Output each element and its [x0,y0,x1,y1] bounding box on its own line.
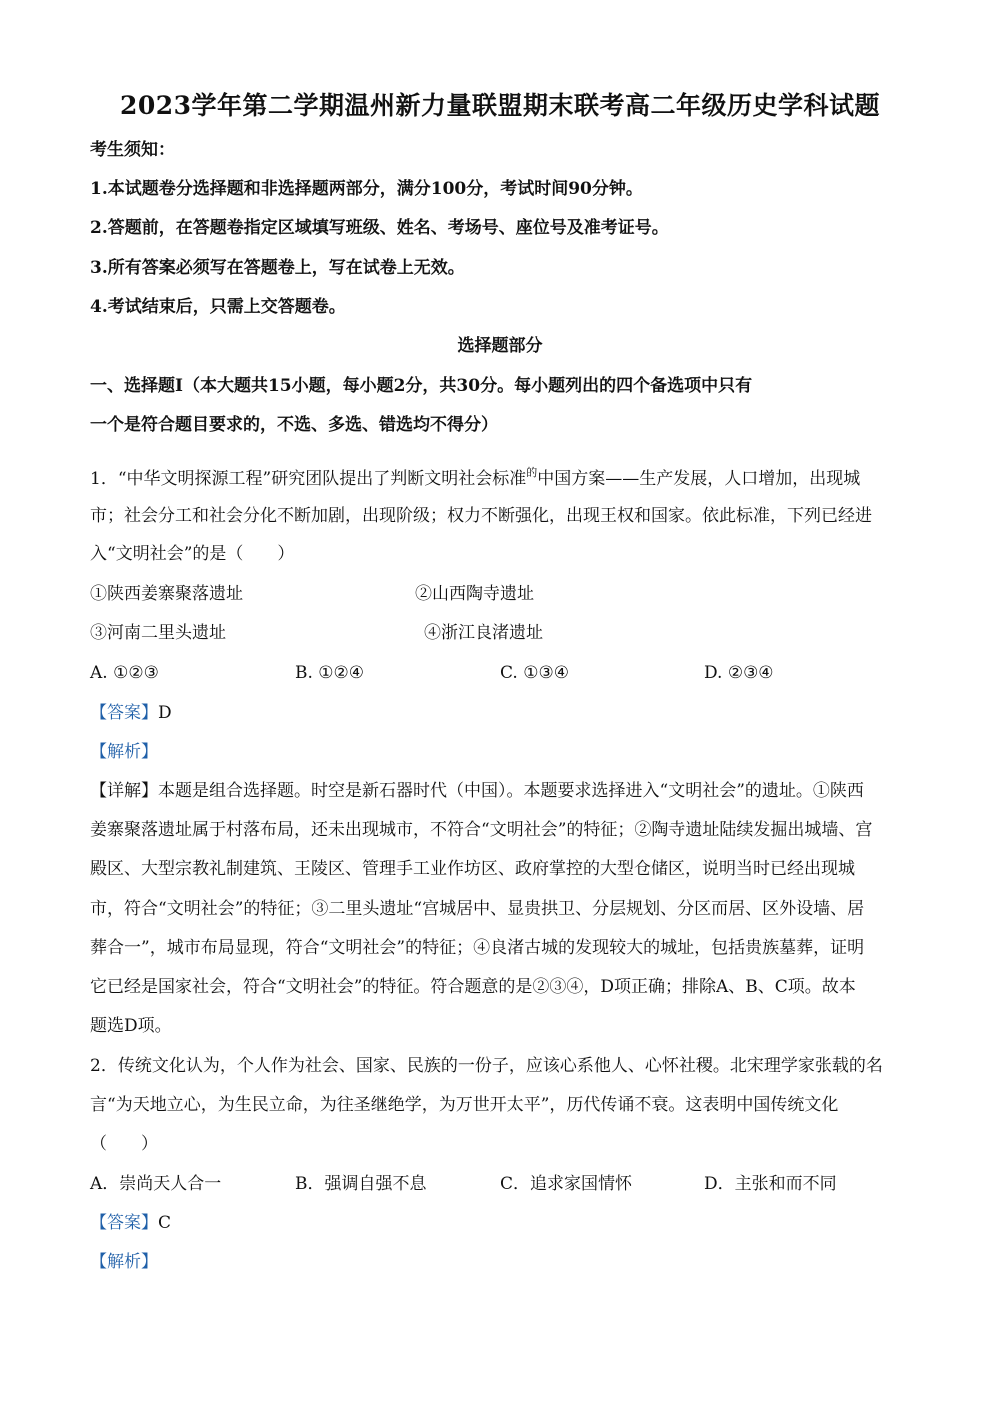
q2-stem-line-1: 2．传统文化认为，个人作为社会、国家、民族的一份子，应该心系他人、心怀社稷。北宋理学家张载的名 [90,1056,883,1076]
q2-option-b: B．强调自强不息 [295,1174,427,1194]
q1-detail-tag: 【详解】 [90,781,158,801]
q2-stem-line-2: 言“为天地立心，为生民立命，为往圣继绝学，为万世开太平”，历代传诵不衰。这表明中国传统文化 [90,1095,839,1115]
q1-detail-line-6: 它已经是国家社会，符合“文明社会”的特征。符合题意的是②③④，D项正确；排除A、B、C项。故本 [90,977,856,997]
q2-answer-value: C [158,1213,172,1233]
q1-item-4: ④浙江良渚遗址 [424,623,543,643]
q2-option-a: A．崇尚天人合一 [90,1174,222,1194]
q1-detail-line-7: 题选D项。 [90,1016,172,1036]
q2-answer [90,1211,920,1235]
q1-detail-text-1: 本题是组合选择题。时空是新石器时代（中国）。本题要求选择进入“文明社会”的遗址。①陕西 [158,781,864,801]
q2-stem-line-3: （ ） [90,1134,158,1154]
q1-stem-line-2: 市；社会分工和社会分化不断加剧，出现阶级；权力不断强化，出现王权和国家。依此标准，下列已经进 [90,506,872,526]
q1-detail-line-2: 姜寨聚落遗址属于村落布局，还未出现城市，不符合“文明社会”的特征；②陶寺遗址陆续发掘出城墙、宫 [90,820,873,840]
q1-detail-line-3: 殿区、大型宗教礼制建筑、王陵区、管理手工业作坊区、政府掌控的大型仓储区，说明当时已经出现城 [90,859,855,879]
q1-stem-line-1a: 1．“中华文明探源工程”研究团队提出了判断文明社会标准 [90,469,527,489]
q1-stem-line-1 [90,461,920,491]
q2-option-c: C．追求家国情怀 [500,1174,633,1194]
q2-analysis-tag: 【解析】 [90,1252,158,1272]
q1-option-a: A. ①②③ [90,663,159,683]
section-title: 选择题部分 [457,336,543,356]
q1-answer [90,701,920,725]
q1-stem-line-1b: 中国方案——生产发展，人口增加，出现城 [537,469,861,489]
q1-detail-line-5: 葬合一”，城市布局显现，符合“文明社会”的特征；④良渚古城的发现较大的城址，包括贵族墓葬，证明 [90,938,865,958]
q1-option-c: C. ①③④ [500,663,569,683]
section-intro-line-2: 一个是符合题目要求的，不选、多选、错选均不得分） [90,415,498,435]
q1-answer-value: D [158,703,172,723]
q1-detail-line-1 [90,779,920,803]
notice-heading: 考生须知： [90,140,175,160]
page-title: 2023学年第二学期温州新力量联盟期末联考高二年级历史学科试题 [119,91,881,120]
q1-answer-tag: 【答案】 [90,703,158,723]
q1-item-1: ①陕西姜寨聚落遗址 [90,584,243,604]
q1-item-2: ②山西陶寺遗址 [415,584,534,604]
section-intro-line-1: 一、选择题Ⅰ（本大题共15小题，每小题2分，共30分。每小题列出的四个备选项中只有 [90,376,753,396]
q1-option-d: D. ②③④ [704,663,774,683]
notice-item-3: 3.所有答案必须写在答题卷上，写在试卷上无效。 [90,258,465,278]
notice-item-1: 1.本试题卷分选择题和非选择题两部分，满分100分，考试时间90分钟。 [90,179,643,199]
q1-stem-line-3: 入“文明社会”的是（ ） [90,544,295,564]
q2-option-d: D．主张和而不同 [704,1174,837,1194]
q1-item-3: ③河南二里头遗址 [90,623,226,643]
notice-item-2: 2.答题前，在答题卷指定区域填写班级、姓名、考场号、座位号及准考证号。 [90,218,669,238]
notice-item-4: 4.考试结束后，只需上交答题卷。 [90,297,346,317]
q1-stem-sup: 的 [526,466,538,479]
q1-analysis-tag: 【解析】 [90,742,158,762]
q2-answer-tag: 【答案】 [90,1213,158,1233]
q1-detail-line-4: 市，符合“文明社会”的特征；③二里头遗址“宫城居中、显贵拱卫、分层规划、分区而居、区外设墙、居 [90,899,865,919]
q1-option-b: B. ①②④ [295,663,365,683]
